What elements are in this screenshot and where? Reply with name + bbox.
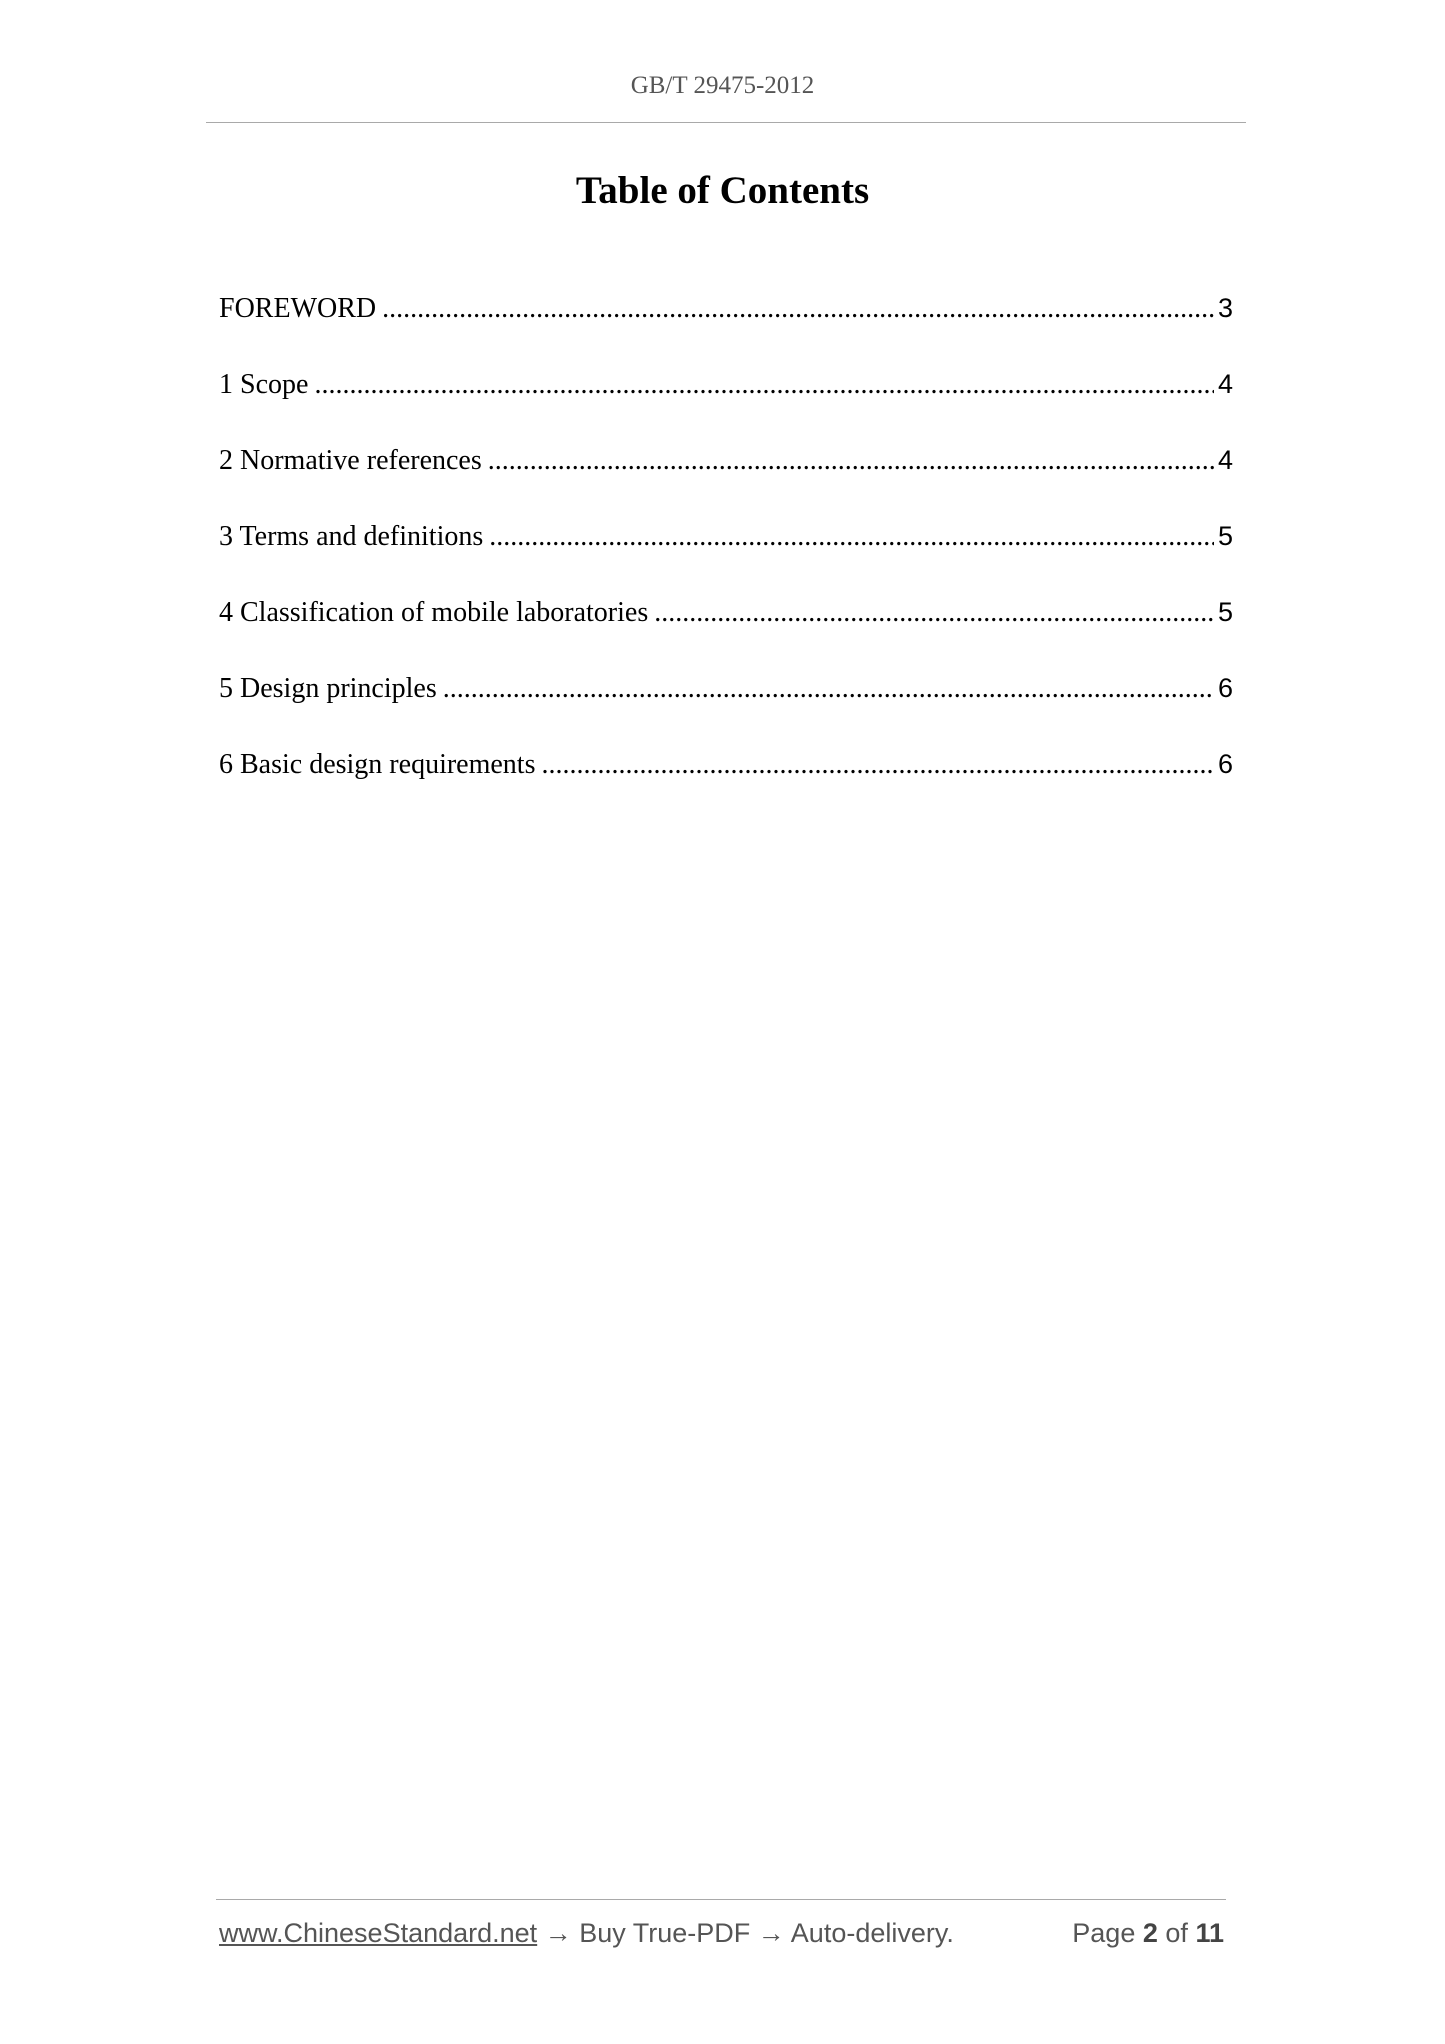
toc-entry-label: FOREWORD [219, 293, 377, 324]
toc-entry-terms-and-definitions[interactable] [219, 514, 1233, 590]
current-page-number: 2 [1142, 1918, 1158, 1948]
total-pages-number: 11 [1195, 1918, 1224, 1948]
toc-title: Table of Contents [575, 169, 870, 212]
toc-entry-basic-design-requirements[interactable] [219, 742, 1233, 818]
toc-dot-leader [443, 667, 1214, 711]
toc-entry-design-principles[interactable] [219, 666, 1233, 742]
toc-entry-page: 6 [1217, 749, 1233, 779]
toc-entry-page: 5 [1217, 521, 1233, 551]
toc-entry-label: 3 Terms and definitions [219, 521, 484, 552]
header-divider [206, 122, 1246, 123]
toc-entry-foreword[interactable] [219, 286, 1233, 362]
site-link[interactable]: www.ChineseStandard.net [219, 1918, 538, 1948]
toc-dot-leader [382, 287, 1214, 331]
toc-entry-page: 6 [1217, 673, 1233, 703]
toc-list [219, 286, 1233, 818]
toc-dot-leader [541, 743, 1213, 787]
arrow-right-icon: → [757, 1918, 785, 1948]
toc-entry-scope[interactable] [219, 362, 1233, 438]
toc-entry-page: 3 [1217, 293, 1233, 323]
toc-entry-page: 5 [1217, 597, 1233, 627]
toc-entry-label: 6 Basic design requirements [219, 749, 536, 780]
toc-entry-page: 4 [1217, 445, 1233, 475]
auto-delivery-text: Auto-delivery. [790, 1918, 954, 1948]
toc-dot-leader [488, 439, 1214, 483]
buy-true-pdf-text: Buy True-PDF [579, 1918, 751, 1948]
toc-entry-normative-references[interactable] [219, 438, 1233, 514]
page-number-indicator [1072, 1918, 1224, 1949]
toc-entry-classification[interactable] [219, 590, 1233, 666]
toc-entry-label: 1 Scope [219, 369, 309, 400]
document-id-header: GB/T 29475-2012 [630, 72, 815, 99]
toc-entry-label: 4 Classification of mobile laboratories [219, 597, 649, 628]
toc-entry-label: 5 Design principles [219, 673, 437, 704]
toc-dot-leader [654, 591, 1214, 635]
footer-divider [216, 1899, 1226, 1900]
toc-dot-leader [314, 363, 1214, 407]
toc-entry-label: 2 Normative references [219, 445, 482, 476]
of-word: of [1165, 1918, 1188, 1948]
page-word: Page [1072, 1918, 1136, 1948]
footer-promo [219, 1918, 954, 1949]
arrow-right-icon: → [544, 1918, 572, 1948]
toc-dot-leader [489, 515, 1214, 559]
toc-entry-page: 4 [1217, 369, 1233, 399]
